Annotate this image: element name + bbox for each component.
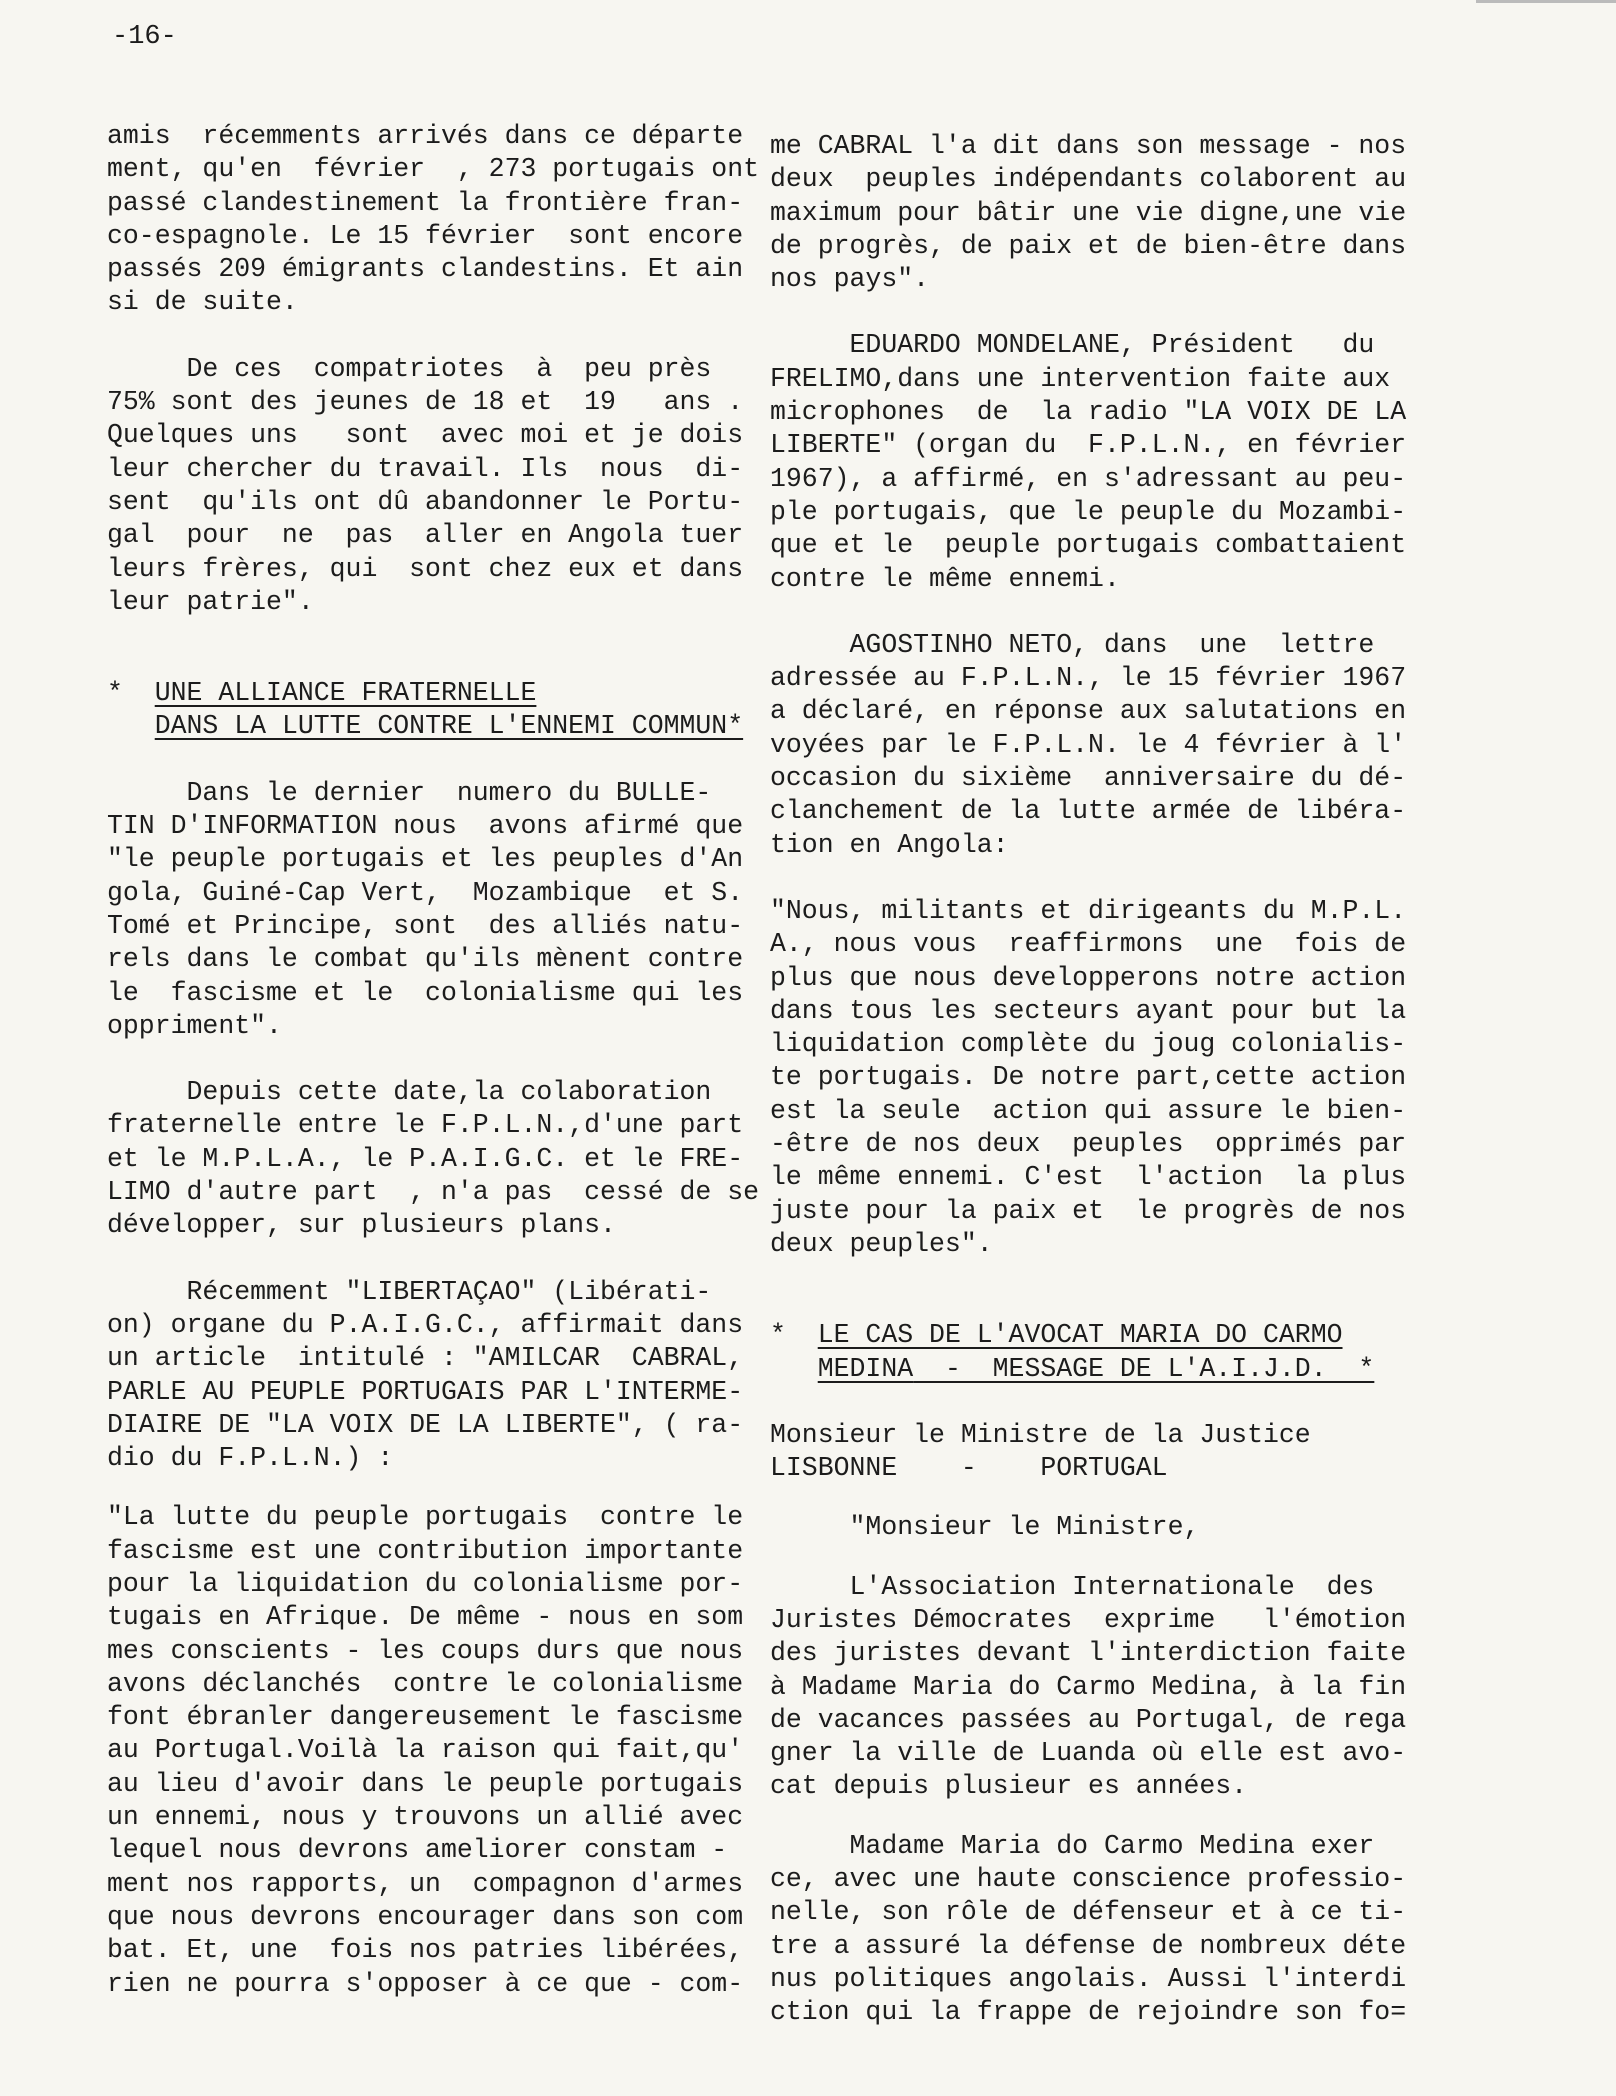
paragraph-libertacao: Récemment "LIBERTAÇAO" (Libérati- on) organe du P.A.I.G.C., affirmait dans un article intitulé : "AMILCAR CABRAL, PARLE AU PEUPLE PORTUGAIS PAR L'INTERME- DIAIRE DE "LA VOIX DE LA LIBERTE", ( ra- dio du F.P.L.N.) :	[107, 1276, 744, 1474]
letter-salutation: "Monsieur le Ministre,	[770, 1512, 1200, 1543]
paragraph-colaboration: Depuis cette date,la colaboration fraternelle entre le F.P.L.N.,d'une part et le M.P.L.A., le P.A.I.G.C. et le FRE- LIMO d'autre part , n'a pas cessé de se développer, sur plusieurs plans.	[107, 1077, 760, 1241]
paragraph-medina: Madame Maria do Carmo Medina exer ce, avec une haute conscience professio- nelle, son rôle de défenseur et à ce ti- tre a assuré la défense de nombreux déte nus politiques angolais. Aussi l'interdi ction qui la frappe de rejoindre son fo=	[770, 1830, 1407, 2028]
paragraph-emigrants: amis récemments arrivés dans ce départe ment, qu'en février , 273 portugais ont passé clandestinement la frontière fran- co-espagnole. Le 15 février sont encore passés 209 émigrants clandestins. Et ain si de suite.	[107, 121, 760, 318]
section-heading-alliance-2	[107, 710, 744, 743]
section-heading-alliance	[107, 677, 735, 710]
left-column	[107, 120, 760, 2001]
section-heading-medina-2	[770, 1353, 1420, 1386]
heading-star: *	[770, 1320, 818, 1351]
heading-line-2: - MESSAGE DE L'A.I.J.D. *	[913, 1353, 1375, 1384]
heading-star: *	[107, 678, 155, 709]
heading-line-2: DANS LA LUTTE CONTRE L'ENNEMI COMMUN*	[154, 711, 744, 742]
top-edge-mark	[1476, 0, 1616, 3]
quote-cabral: "La lutte du peuple portugais contre le fascisme est une contribution importante pour la liquidation du colonialisme por- tugais en Afrique. De même - nous en som mes conscients - les coups durs que nous avons déclanchés contre le colonialisme font ébranler dangereusement le fascisme au Portugal.Voilà la raison qui fait,qu' au lieu d'avoir dans le peuple portugais un ennemi, nous y trouvons un allié avec lequel nous devrons ameliorer constam - ment nos rapports, un compagnon d'armes que nous devrons encourager dans son com bat. Et, une fois nos patries libérées, rien ne pourra s'opposer à ce que - com-	[107, 1502, 744, 1999]
paragraph-neto: AGOSTINHO NETO, dans une lettre adressée au F.P.L.N., le 15 février 1967 a déclaré, en réponse aux salutations en voyées par le F.P.L.N. le 4 février à l' occasion du sixième anniversaire du dé- clanchement de la lutte armée de libéra- tion en Angola:	[770, 629, 1407, 860]
paragraph-cabral-continued: me CABRAL l'a dit dans son message - nos deux peuples indépendants colaborent au maximum pour bâtir une vie digne,une vie de progrès, de paix et de bien-être dans nos pays".	[770, 131, 1407, 295]
heading-line-1: LE CAS DE L'AVOCAT MARIA DO CARMO	[817, 1320, 1343, 1351]
right-column	[770, 130, 1420, 2030]
address-block: Monsieur le Ministre de la Justice LISBONNE - PORTUGAL	[770, 1419, 1311, 1484]
paragraph-bulletin: Dans le dernier numero du BULLE- TIN D'INFORMATION nous avons afirmé que "le peuple portugais et les peuples d'An gola, Guiné-Cap Vert, Mozambique et S. Tomé et Principe, sont des alliés natu- rels dans le combat qu'ils mènent contre le fascisme et le colonialisme qui les oppriment".	[107, 777, 744, 1041]
heading-line-1: UNE ALLIANCE FRATERNELLE	[154, 678, 537, 709]
section-heading-medina	[770, 1319, 1420, 1352]
page-number: -16-	[112, 22, 177, 52]
paragraph-aijd: L'Association Internationale des Juristes Démocrates exprime l'émotion des juristes devant l'interdiction faite à Madame Maria do Carmo Medina, à la fin de vacances passées au Portugal, de rega gner la ville de Luanda où elle est avo- cat depuis plusieur es années.	[770, 1571, 1407, 1802]
paragraph-mondelane: EDUARDO MONDELANE, Président du FRELIMO,dans une intervention faite aux microphones de la radio "LA VOIX DE LA LIBERTE" (organ du F.P.L.N., en février 1967), a affirmé, en s'adressant au peu- ple portugais, que le peuple du Mozambi- que et le peuple portugais combattaient contre le même ennemi.	[770, 330, 1407, 594]
paragraph-compatriots: De ces compatriotes à peu près 75% sont des jeunes de 18 et 19 ans . Quelques uns sont avec moi et je dois leur chercher du travail. Ils nous di- sent qu'ils ont dû abandonner le Portu- gal pour ne pas aller en Angola tuer leurs frères, qui sont chez eux et dans leur patrie".	[107, 353, 744, 617]
quote-neto: "Nous, militants et dirigeants du M.P.L. A., nous vous reaffirmons une fois de plus que nous developperons notre action dans tous les secteurs ayant pour but la liquidation complète du joug colonialis- te portugais. De notre part,cette action est la seule action qui assure le bien- -être de nos deux peuples opprimés par le même ennemi. C'est l'action la plus juste pour la paix et le progrès de nos deux peuples".	[770, 895, 1407, 1259]
heading-medina-word: MEDINA	[817, 1353, 914, 1384]
